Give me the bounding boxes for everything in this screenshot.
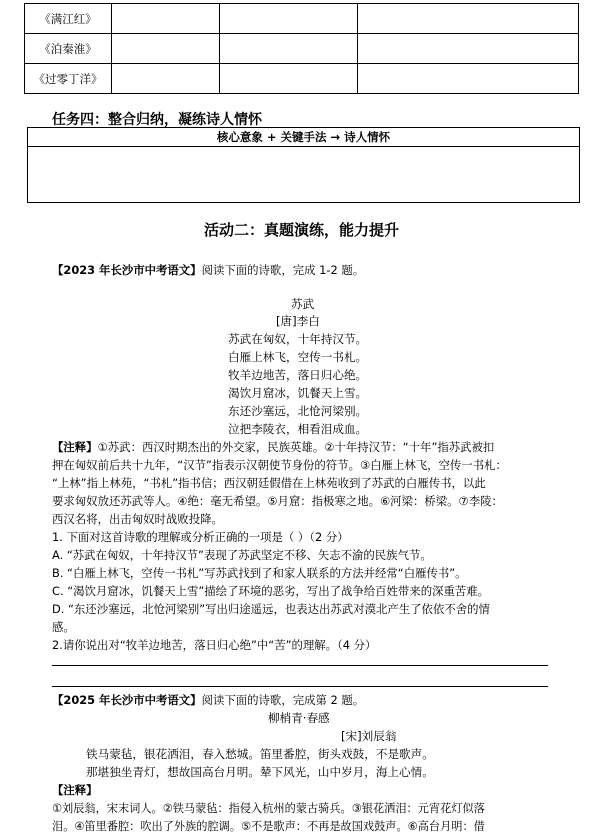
poem-line: 牧羊边地苦，落日归心绝。 bbox=[228, 368, 368, 382]
option-a: A. “苏武在匈奴，十年持汉节”表现了苏武坚定不移、矢志不渝的民族气节。 bbox=[52, 548, 432, 562]
task4-answer-cell[interactable] bbox=[28, 147, 580, 203]
note-label: 【注释】 bbox=[52, 783, 98, 797]
poem-line: 泣把李陵衣，相看泪成血。 bbox=[228, 422, 368, 436]
task4-table bbox=[27, 127, 580, 203]
answer-line[interactable] bbox=[52, 686, 548, 687]
option-c: C. “渴饮月窟冰，饥餐天上雪”描绘了环境的恶劣，写出了战争给百姓带来的深重苦难。 bbox=[52, 584, 490, 598]
poem-title: 苏武 bbox=[291, 297, 315, 311]
table-cell bbox=[220, 64, 358, 94]
poem-author: [唐]李白 bbox=[276, 314, 320, 328]
note-line: 要求匈奴放还苏武等人。④绝：毫无希望。⑤月窟：指极寒之地。⑥河梁：桥梁。⑦李陵： bbox=[52, 494, 503, 508]
note-text: ①苏武：西汉时期杰出的外交家，民族英雄。②十年持汉节：“十年”指苏武被扣 bbox=[97, 440, 495, 454]
table-cell bbox=[112, 64, 220, 94]
note-label: 【注释】 bbox=[52, 440, 98, 454]
poem-title: 柳梢青·春感 bbox=[268, 711, 330, 725]
poem-author: [宋]刘辰翁 bbox=[341, 729, 397, 743]
table-cell bbox=[358, 34, 579, 64]
note-line: ①刘辰翁，宋末词人。②铁马蒙毡：指侵入杭州的蒙古骑兵。③银花洒泪：元宵花灯似落 bbox=[52, 802, 485, 815]
poem-line: 东还沙塞远，北怆河梁别。 bbox=[228, 404, 368, 418]
activity2-title: 活动二：真题演练，能力提升 bbox=[203, 221, 399, 239]
poem-line: 渴饮月窟冰，饥餐天上雪。 bbox=[228, 386, 368, 400]
question-1: 1. 下面对这首诗歌的理解或分析正确的一项是（ ）（2 分） bbox=[52, 530, 349, 544]
poem-name-cell: 《过零丁洋》 bbox=[25, 64, 112, 94]
table-cell bbox=[358, 64, 579, 94]
task4-table-header: 核心意象 + 关键手法 → 诗人情怀 bbox=[28, 128, 580, 147]
q2023-instruction: 阅读下面的诗歌，完成 1-2 题。 bbox=[201, 263, 365, 277]
poem-line: 白雁上林飞，空传一书札。 bbox=[228, 350, 368, 364]
q2025-instruction: 阅读下面的诗歌，完成第 2 题。 bbox=[201, 693, 365, 707]
option-d-continued: 感。 bbox=[52, 620, 75, 634]
table-row bbox=[25, 4, 579, 34]
table-cell bbox=[112, 4, 220, 34]
poem-name-cell: 《满江红》 bbox=[25, 4, 112, 34]
note-line: 泪。④笛里番腔：吹出了外族的腔调。⑤不是歌声：不再是故国戏鼓声。⑥高台月明：借 bbox=[52, 820, 485, 833]
question-2: 2.请你说出对“牧羊边地苦，落日归心绝”中“苦”的理解。（4 分） bbox=[52, 638, 377, 652]
option-d: D. “东还沙塞远，北怆河梁别”写出归途遥远，也表达出苏武对漠北产生了依依不舍的情 bbox=[52, 602, 490, 616]
table-cell bbox=[220, 4, 358, 34]
poem-name-cell: 《泊秦淮》 bbox=[25, 34, 112, 64]
poem-line: 那堪独坐青灯，想故国高台月明。辇下风光，山中岁月，海上心情。 bbox=[86, 765, 434, 779]
q2023-source: 【2023 年长沙市中考语文】 bbox=[52, 263, 202, 277]
q2025-source: 【2025 年长沙市中考语文】 bbox=[52, 693, 202, 707]
q2025-header bbox=[52, 692, 364, 708]
table-row bbox=[25, 64, 579, 94]
table-cell bbox=[220, 34, 358, 64]
task4-title: 任务四：整合归纳，凝练诗人情怀 bbox=[52, 112, 262, 128]
option-b: B. “白雁上林飞，空传一书札”写苏武找到了和家人联系的方法并经常“白雁传书”。 bbox=[52, 566, 467, 580]
table-row bbox=[25, 34, 579, 64]
note-line: 西汉名将，出击匈奴时战败投降。 bbox=[52, 512, 223, 526]
poem-line: 铁马蒙毡，银花洒泪，春入愁城。笛里番腔，街头戏鼓，不是歌声。 bbox=[86, 747, 434, 761]
poem-line: 苏武在匈奴，十年持汉节。 bbox=[228, 332, 368, 346]
answer-line[interactable] bbox=[52, 665, 548, 666]
note-line: 押在匈奴前后共十九年，“汉节”指表示汉朝使节身份的符节。③白雁上林飞，空传一书札： bbox=[52, 458, 507, 472]
note-line: “上林”指上林苑，“书札”指书信；西汉朝廷假借在上林苑收到了苏武的白雁传书，以此 bbox=[52, 476, 486, 490]
table-cell bbox=[112, 34, 220, 64]
q2023-header bbox=[52, 262, 364, 278]
poem-comparison-table bbox=[24, 3, 579, 94]
table-cell bbox=[358, 4, 579, 34]
note-line bbox=[52, 439, 494, 455]
